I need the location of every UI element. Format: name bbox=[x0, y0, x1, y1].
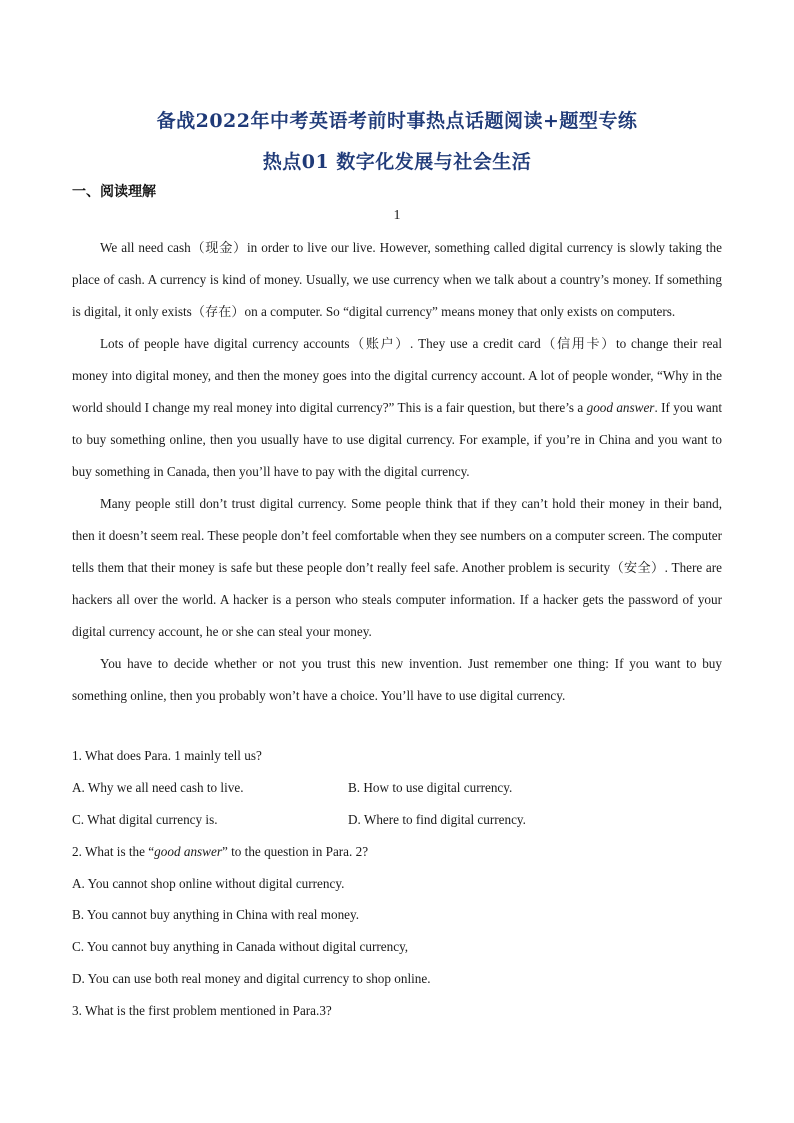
document-title: 备战2022年中考英语考前时事热点话题阅读+题型专练 bbox=[156, 110, 638, 132]
question-1-option-d: D. Where to find digital currency. bbox=[348, 812, 526, 827]
question-2-stem-b: ” to the question in Para. 2? bbox=[221, 844, 369, 859]
question-2-option-a: A. You cannot shop online without digital currency. bbox=[72, 876, 345, 891]
question-2-option-c: C. You cannot buy anything in Canada without digital currency, bbox=[72, 939, 409, 954]
question-2-emphasis: good answer bbox=[154, 844, 222, 859]
section-heading: 一、阅读理解 bbox=[72, 184, 156, 200]
document-subtitle: 热点01 数字化发展与社会生活 bbox=[262, 151, 532, 173]
paragraph-3: Many people still don’t trust digital currency. Some people think that if they can’t hold their money in their band, then it doesn’t seem real. These people don’t feel comfortable when they see numbers on a computer screen. The computer tells them that their money is safe but these people don’t really feel safe. Another problem is security（安全）. There are hackers all over the world. A hacker is a person who steals computer information. If a hacker gets the password of your digital currency account, he or she can steal your money. bbox=[72, 496, 722, 639]
question-2-stem-a: 2. What is the “ bbox=[72, 844, 155, 859]
paragraph-2-text-b: . If you want to buy something online, then you usually have to use digital currency. For example, if you’re in China and you want to buy something in Canada, then you’ll have to pay with the digital currency. bbox=[72, 400, 722, 479]
passage-number: 1 bbox=[393, 208, 401, 223]
passage-body bbox=[72, 232, 722, 712]
question-2-stem bbox=[72, 844, 368, 860]
question-2-option-b: B. You cannot buy anything in China with real money. bbox=[72, 907, 360, 922]
paragraph-2-text-a: Lots of people have digital currency accounts（账户）. They use a credit card（信用卡）to change their real money into digital money, and then the money goes into the digital currency account. A lot of people wonder, “Why in the world should I change my real money into digital currency?” This is a fair question, but there’s a bbox=[72, 336, 722, 415]
question-1-stem: 1. What does Para. 1 mainly tell us? bbox=[72, 748, 262, 763]
paragraph-2-emphasis: good answer bbox=[586, 400, 655, 415]
question-2-option-d: D. You can use both real money and digital currency to shop online. bbox=[72, 971, 431, 986]
paragraph-4: You have to decide whether or not you trust this new invention. Just remember one thing: If you want to buy something online, then you probably won’t have a choice. You’ll have to use digital currency. bbox=[72, 656, 722, 703]
question-3-stem: 3. What is the first problem mentioned in Para.3? bbox=[72, 1003, 332, 1018]
paragraph-1: We all need cash（现金）in order to live our live. However, something called digital currency is slowly taking the place of cash. A currency is kind of money. Usually, we use currency when we talk about a country’s money. If something is digital, it only exists（存在）on a computer. So “digital currency” means money that only exists on computers. bbox=[72, 240, 722, 319]
question-1-option-a: A. Why we all need cash to live. bbox=[72, 780, 244, 795]
question-1-option-c: C. What digital currency is. bbox=[72, 812, 218, 827]
question-1-option-b: B. How to use digital currency. bbox=[348, 780, 513, 795]
paragraph-2 bbox=[72, 328, 722, 488]
